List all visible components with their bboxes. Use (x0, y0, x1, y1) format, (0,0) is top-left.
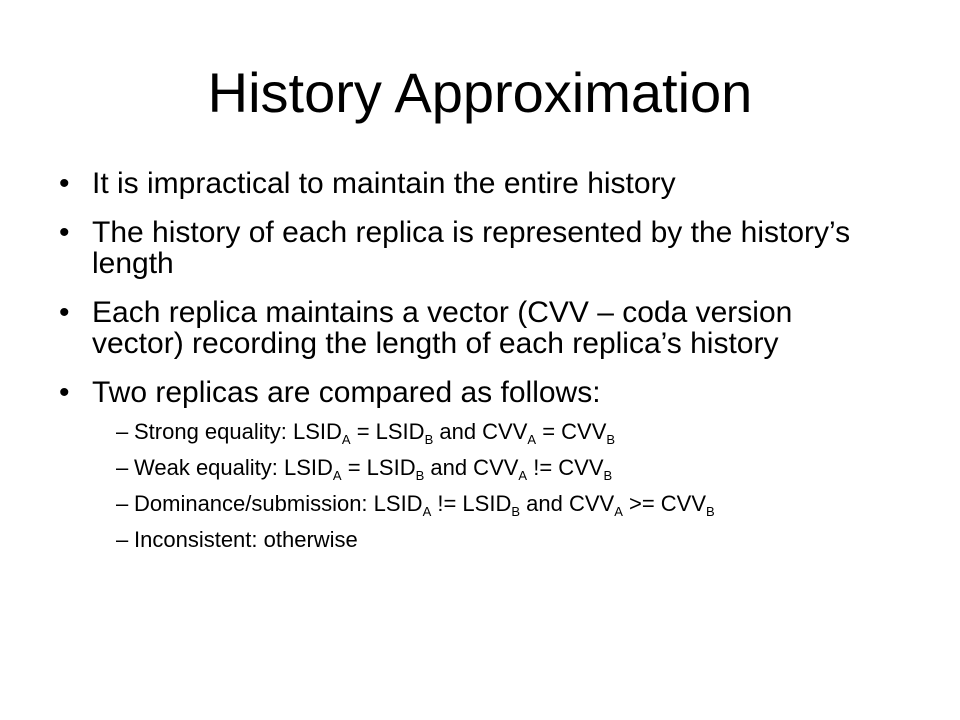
bullet-item (59, 376, 862, 552)
bullet-text: The history of each replica is represented by the history’s length (92, 216, 851, 280)
bullet-list (59, 167, 862, 570)
bullet-text: Each replica maintains a vector (CVV – coda version vector) recording the length of each replica’s history (92, 296, 793, 360)
bullet-item (59, 216, 862, 280)
dash-glyph: – (116, 419, 129, 444)
comparison-text: Dominance/submission: $LSID_A$ != $LSID_B$ and $CVV_A >= CVV_B$ (134, 491, 715, 519)
bullet-text: Two replicas are compared as follows: (92, 376, 601, 409)
dash-glyph: – (116, 527, 129, 552)
comparison-text: Inconsistent: otherwise (134, 527, 358, 552)
dash-glyph: – (116, 455, 129, 480)
comparison-inconsistent (62, 528, 862, 552)
bullet-item (59, 167, 862, 200)
comparison-weak (62, 455, 862, 483)
comparison-text: Weak equality: $LSID_A$ = $LSID_B$ and $CVV_A$ != $CVV_B$ (134, 455, 613, 483)
bullet-item (59, 296, 862, 360)
slide-title: History Approximation (207, 61, 753, 124)
bullet-glyph: • (59, 167, 70, 200)
bullet-glyph: • (59, 376, 70, 409)
dash-glyph: – (116, 491, 129, 516)
comparison-list (92, 420, 862, 552)
comparison-strong (62, 419, 862, 447)
comparison-dominance (62, 491, 862, 519)
bullet-glyph: • (59, 296, 70, 329)
bullet-glyph: • (59, 216, 70, 249)
comparison-text: Strong equality: $LSID_A$ = $LSID_B$ and $CVV_A = CVV_B$ (134, 419, 616, 447)
bullet-text: It is impractical to maintain the entire history (92, 167, 676, 200)
